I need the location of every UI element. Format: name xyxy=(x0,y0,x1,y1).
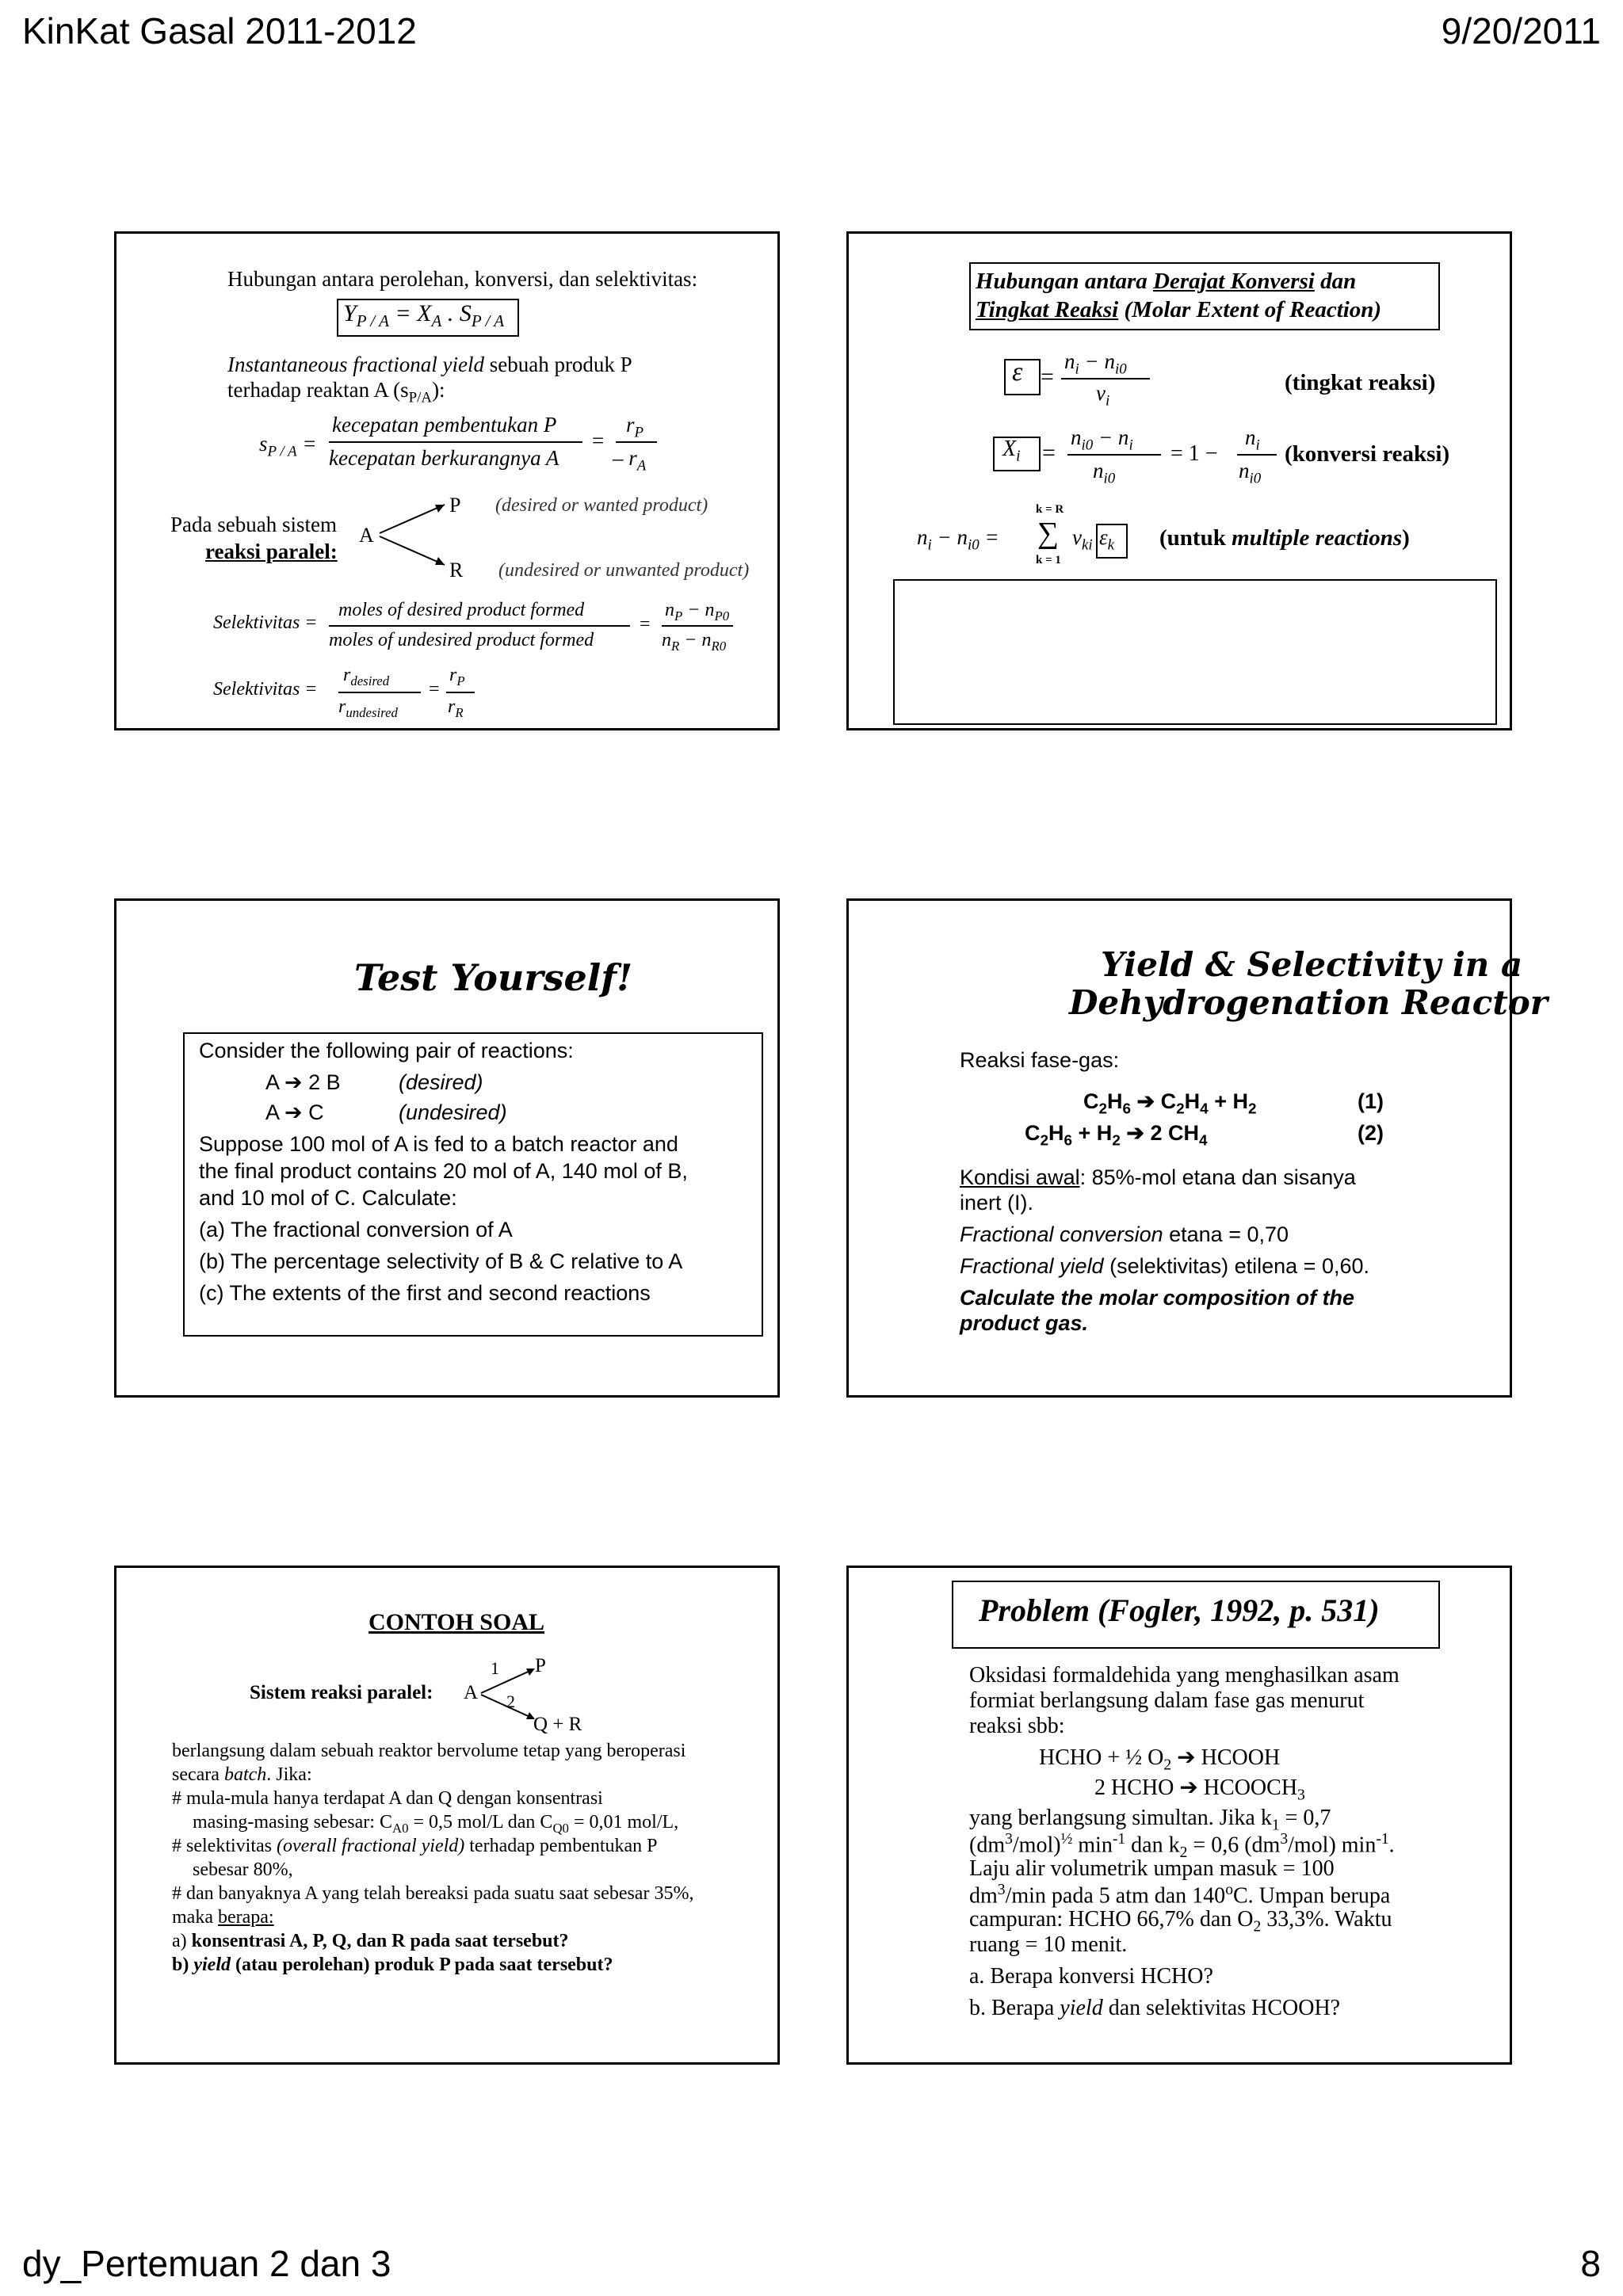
slide5-title: CONTOH SOAL xyxy=(369,1609,544,1635)
problem-line: ruang = 10 menit. xyxy=(969,1932,1128,1957)
sel-numerator: moles of desired product formed xyxy=(338,600,585,620)
slide4-title-1: Yield & Selectivity in a xyxy=(1101,945,1523,984)
slide6-title: Problem (Fogler, 1992, p. 531) xyxy=(979,1592,1380,1628)
rp-symbol: $r_P$ xyxy=(626,413,644,441)
slide1-title: Hubungan antara perolehan, konversi, dan selektivitas: xyxy=(227,267,698,291)
yield-formula: $Y_{P / A} = X_A$ . $S_{P / A}$ xyxy=(343,300,505,330)
slide4-title-2: Dehydrogenation Reactor xyxy=(1069,983,1548,1022)
pada-line2: reaksi paralel: xyxy=(205,540,338,563)
calc-line1: Calculate the molar composition of the xyxy=(960,1286,1355,1310)
epsilon-symbol: ε xyxy=(1012,357,1023,387)
header-title: KinKat Gasal 2011-2012 xyxy=(22,10,417,51)
reaction-1: A ➔ 2 B xyxy=(265,1070,341,1094)
parallel-arrows xyxy=(370,495,449,574)
contoh-line: berlangsung dalam sebuah reaktor bervolume tetap yang beroperasi xyxy=(172,1741,686,1761)
contoh-maka: maka berapa: xyxy=(172,1907,274,1928)
s-numerator: kecepatan pembentukan P xyxy=(332,413,557,437)
node-p: P xyxy=(449,494,461,517)
contoh-line: sebesar 80%, xyxy=(193,1859,293,1880)
np-formula: $n_P - n_{P0}$ xyxy=(665,600,730,624)
equation-2-num: (2) xyxy=(1358,1121,1384,1145)
contoh-qa: a) konsentrasi A, P, Q, dan R pada saat tersebut? xyxy=(172,1931,569,1951)
label-multiple: (untuk multiple reactions) xyxy=(1159,525,1410,551)
pada-line1: Pada sebuah sistem xyxy=(170,513,337,536)
q-intro: Consider the following pair of reactions: xyxy=(199,1039,574,1062)
q-item-b: (b) The percentage selectivity of B & C relative to A xyxy=(199,1249,683,1273)
node-r: R xyxy=(449,559,464,582)
sum-symbol: ∑ xyxy=(1037,517,1060,550)
contoh-line: # dan banyaknya A yang telah bereaksi pada suatu saat sebesar 35%, xyxy=(172,1883,694,1904)
contoh-batch: secara batch. Jika: xyxy=(172,1764,312,1785)
slide2-title-line2: Tingkat Reaksi (Molar Extent of Reaction) xyxy=(976,297,1382,322)
label-tingkat: (tingkat reaksi) xyxy=(1285,370,1436,395)
rr-ratio: $r_R$ xyxy=(448,696,464,720)
slide-5: CONTOH SOAL Sistem reaksi paralel: A 1 P 2 Q + R berlangsung dalam sebuah reaktor bervolume tetap yang beroperasi secara batch. Jika: # mula-mula hanya terdapat A dan Q dengan konsentrasi masing-masing sebesar: $C_{A0} = 0,5$ mol/L dan $C_{Q0} = 0,01$ mol/L, # selektivitas (overall fractional yield) terhadap pembentukan P sebesar 80%, # dan banyaknya A yang telah bereaksi pada suatu saat sebesar 35%, maka berapa: a) konsentrasi A, P, Q, dan R pada saat tersebut? b) yield (atau perolehan) produk P pada saat tersebut? xyxy=(114,1566,780,2065)
sistem-label: Sistem reaksi paralel: xyxy=(250,1682,433,1703)
equation-1-num: (1) xyxy=(1358,1089,1384,1113)
q-line: the final product contains 20 mol of A, 140 mol of B, xyxy=(199,1159,688,1183)
calc-line2: product gas. xyxy=(960,1311,1089,1335)
q-item-c: (c) The extents of the first and second reactions xyxy=(199,1281,651,1305)
contoh-selektivitas: # selektivitas (overall fractional yield) terhadap pembentukan P xyxy=(172,1836,658,1856)
kondisi-line1: Kondisi awal: 85%-mol etana dan sisanya xyxy=(960,1165,1356,1189)
problem-question-b: b. Berapa yield dan selektivitas HCOOH? xyxy=(969,1996,1341,2020)
xi-numerator: $n_{i0} - n_i$ xyxy=(1071,425,1133,454)
page-number: 8 xyxy=(1580,2243,1601,2284)
sel-label-1: Selektivitas = xyxy=(213,612,318,633)
xi-symbol: $X_i$ xyxy=(1002,437,1021,465)
slide-4 xyxy=(846,898,1548,1398)
reaksi-label: Reaksi fase-gas: xyxy=(960,1048,1120,1072)
yield-line: Fractional yield (selektivitas) etilena = 0,60. xyxy=(960,1254,1369,1278)
inst-line1: Instantaneous fractional yield sebuah produk P xyxy=(227,353,632,376)
problem-reaction-1: HCHO + ½ $O_2$ ➔ HCOOH xyxy=(1039,1745,1281,1774)
rp-ratio: $r_P$ xyxy=(449,665,465,688)
label-konversi: (konversi reaksi) xyxy=(1285,441,1450,467)
inst-line2: terhadap reaktan A $(s_{P/A})$: xyxy=(227,378,445,406)
problem-reaction-2: 2 HCHO ➔ $HCOOCH_3$ xyxy=(1094,1775,1305,1804)
s-denominator: kecepatan berkurangnya A xyxy=(329,446,559,470)
desired-note: (desired or wanted product) xyxy=(495,495,708,516)
contoh-konsentrasi: masing-masing sebesar: $C_{A0} = 0,5$ mol/L dan $C_{Q0} = 0,01$ mol/L, xyxy=(193,1812,679,1836)
undesired-note: (undesired or unwanted product) xyxy=(498,560,750,581)
q-line: Suppose 100 mol of A is fed to a batch reactor and xyxy=(199,1132,678,1156)
r-desired: $r_{desired}$ xyxy=(343,665,390,688)
problem-k1: yang berlangsung simultan. Jika $k_1 = 0,7$ xyxy=(969,1806,1331,1834)
reaction-2: A ➔ C xyxy=(265,1100,324,1124)
sel-denominator: moles of undesired product formed xyxy=(329,630,594,650)
node-a: A xyxy=(359,524,374,547)
multi-lhs: $n_i - n_{i0}$ = xyxy=(917,525,999,554)
nr-formula: $n_R - n_{R0}$ xyxy=(662,630,727,654)
problem-line: Laju alir volumetrik umpan masuk = 100 xyxy=(969,1856,1335,1881)
q-line: and 10 mol of C. Calculate: xyxy=(199,1186,457,1210)
slide-1: Hubungan antara perolehan, konversi, dan selektivitas: $Y_{P / A} = X_A$ . $S_{P / A}$ Instantaneous fractional yield sebuah produk P terhadap reaktan A $(s_{P/A})$: $s_{P / A}$ = kecepatan pembentukan P kecepatan berkurangnya A = $r_P$ – $r_A$ Pada sebuah sistem reaksi paralel: A P R (desired or wanted product) (undesired or unwanted product) Selektivitas = moles of desired product formed moles of undesired product formed = $n_P - n_{P0}$ $n_R - n_{R0}$ Selektivitas = $r_{desired}$ $r_{undesired}$ = $r_P$ $r_R$ xyxy=(114,231,780,730)
contoh-qb: b) yield (atau perolehan) produk P pada saat tersebut? xyxy=(172,1955,613,1975)
equation-1: $C_2H_6$ ➔ $C_2H_4 + H_2$ xyxy=(1083,1089,1257,1118)
contoh-line: # mula-mula hanya terdapat A dan Q dengan konsentrasi xyxy=(172,1788,603,1809)
problem-feed: campuran: HCHO 66,7% dan $O_2$ 33,3%. Waktu xyxy=(969,1907,1392,1936)
eps-numerator: $n_i - n_{i0}$ xyxy=(1064,349,1127,378)
conversion-line: Fractional conversion etana = 0,70 xyxy=(960,1222,1289,1246)
xi-denominator: $n_{i0}$ xyxy=(1093,459,1116,487)
sel-label-2: Selektivitas = xyxy=(213,679,318,700)
kondisi-line2: inert (I). xyxy=(960,1191,1034,1215)
header-date: 9/20/2011 xyxy=(1441,10,1601,51)
problem-k2: $(dm^3/mol)^{\frac{1}{2}}$ $\min^{-1}$ dan $k_2 = 0,6$ $(dm^3/mol)$ $\min^{-1}$. xyxy=(969,1831,1395,1861)
eps-denominator: $\nu_i$ xyxy=(1096,381,1110,410)
reaction-2-note: (undesired) xyxy=(399,1100,507,1124)
ra-symbol: – $r_A$ xyxy=(613,446,647,475)
footer-title: dy_Pertemuan 2 dan 3 xyxy=(22,2243,391,2284)
slide2-title-line1: Hubungan antara Derajat Konversi dan xyxy=(976,269,1357,294)
problem-line: reaksi sbb: xyxy=(969,1714,1065,1738)
reaction-1-note: (desired) xyxy=(399,1070,483,1094)
empty-box xyxy=(893,579,1497,725)
r-undesired: $r_{undesired}$ xyxy=(338,696,398,720)
slide-3 xyxy=(114,898,780,1398)
s-symbol: $s_{P / A}$ = xyxy=(259,432,317,460)
slide-6 xyxy=(846,1566,1512,2065)
problem-question-a: a. Berapa konversi HCHO? xyxy=(969,1964,1213,1989)
epsilon-k: $\varepsilon_k$ xyxy=(1099,525,1115,554)
problem-line: formiat berlangsung dalam fase gas menurut xyxy=(969,1688,1365,1713)
problem-flow: $dm^3/\min$ pada 5 atm dan 140$^o$C. Umpan berupa xyxy=(969,1882,1391,1909)
q-item-a: (a) The fractional conversion of A xyxy=(199,1218,513,1241)
equation-2: $C_2H_6 + H_2$ ➔ 2 $CH_4$ xyxy=(1025,1121,1208,1150)
contoh-arrows xyxy=(478,1663,541,1726)
problem-line: Oksidasi formaldehida yang menghasilkan asam xyxy=(969,1663,1400,1688)
slide-2: Hubungan antara Derajat Konversi dan Tingkat Reaksi (Molar Extent of Reaction) ε = $n_i - n_{i0}$ $\nu_i$ (tingkat reaksi) $X_i$ = $n_{i0} - n_i$ $n_{i0}$ = 1 − $n_i$ $n_{i0}$ (konversi reaksi) $n_i - n_{i0}$ = k = R ∑ k = 1 $\nu_{ki}$ $\varepsilon_k$ (untuk multiple reactions) xyxy=(846,231,1512,730)
slide3-title: Test Yourself! xyxy=(354,956,633,999)
